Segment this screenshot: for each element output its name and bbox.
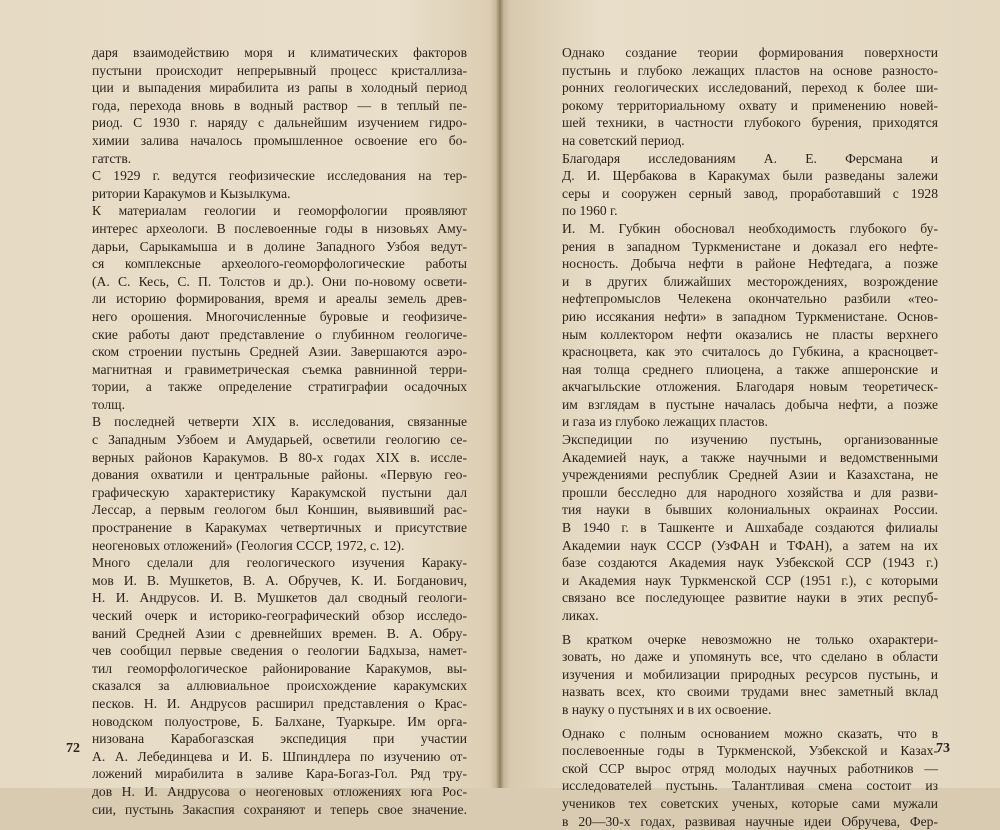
text-line: магнитная и гравиметрическая съемка равнинной терри- — [92, 361, 467, 377]
paragraph — [538, 725, 938, 830]
text-line: Академией наук, а также научными и ведомственными — [562, 449, 938, 465]
text-line: дов Н. И. Андрусова о неогеновых отложениях юга Рос- — [92, 783, 467, 799]
text-line: мов И. В. Мушкетов, В. А. Обручев, К. И. Богданович, — [92, 572, 467, 588]
text-line: и в других ближайших месторождениях, возрождение — [562, 273, 938, 289]
text-line: учреждениями республик Средней Азии и Казахстана, не — [562, 467, 938, 483]
text-line: В кратком очерке невозможно не только охарактери- — [562, 631, 938, 647]
text-line: рокому территориальному охвату и применению новей- — [562, 97, 938, 113]
text-line: А. А. Лебединцева и И. Б. Шпиндлера по изучению от- — [92, 748, 467, 764]
text-line: пространение в Каракумах четвертичных и присутствие — [92, 520, 467, 536]
text-line: связано все последующее развитие науки в этих респуб- — [562, 590, 938, 606]
text-line: серы и сооружен серный завод, проработавший с 1928 — [562, 185, 938, 201]
text-line: низована Карабогазская экспедиция при участии — [92, 731, 467, 747]
text-line: исследователей пустынь. Талантливая смена состоит из — [562, 778, 938, 794]
text-line: ском строении пустынь Средней Азии. Завершаются аэро- — [92, 344, 467, 360]
text-line: в науку о пустынях и в их освоение. — [562, 701, 772, 717]
right-page-text — [538, 44, 938, 830]
text-line: Д. И. Щербакова в Каракумах были разведаны залежи — [562, 168, 938, 184]
book-gutter — [496, 0, 504, 788]
text-line: в 20—30-х годах, развивая научные идеи Обручева, Фер- — [562, 813, 938, 829]
text-line: пустынь и глубоко лежащих пластов на основе разносто- — [562, 62, 938, 78]
page-number-right: 73 — [936, 741, 950, 756]
text-line: Однако создание теории формирования поверхности — [562, 45, 938, 60]
text-line: И. М. Губкин обосновал необходимость глубокого бу- — [562, 220, 938, 236]
text-line: и газа из глубоко лежащих пластов. — [562, 414, 768, 430]
text-line: базе создаются Академия наук Узбекской ССР (1943 г.) — [562, 555, 938, 571]
text-line: нефтепромыслов Челекена окончательно разбили «тео- — [562, 291, 938, 307]
text-line: им взглядам в пустыне началась добыча нефти, а позже — [562, 396, 938, 412]
text-line: Экспедиции по изучению пустынь, организованные — [562, 432, 938, 448]
text-line: шей техники, в частности глубокого бурения, приходятся — [562, 115, 938, 131]
text-line: на советский период. — [562, 132, 685, 148]
paragraph — [68, 413, 467, 554]
page-number-left: 72 — [66, 741, 80, 756]
text-line: песков. Н. И. Андрусов расширил представления о Крас- — [92, 695, 467, 711]
text-line: учеников тех советских ученых, которые сами мужали — [562, 795, 938, 811]
text-line: рения в западном Туркменистане и доказал его нефте- — [562, 238, 938, 254]
text-line: ная толща среднего плиоцена, а также апшеронские и — [562, 361, 938, 377]
text-line: года, перехода вновь в водный раствор — в теплый пе- — [92, 97, 467, 113]
text-line: ритории Каракумов и Кызылкума. — [92, 185, 291, 201]
paragraph — [538, 150, 938, 220]
text-line: Н. И. Андрусов. И. В. Мушкетов дал сводный геологи- — [92, 590, 467, 606]
text-line: В 1940 г. в Ташкенте и Ашхабаде создаются филиалы — [562, 520, 938, 536]
left-page-text — [68, 44, 467, 818]
text-line: и Академия наук Туркменской ССР (1951 г.), с которыми — [562, 572, 938, 588]
right-page — [504, 0, 1000, 829]
text-line: ли историю формирования, время и ареалы земель древ- — [92, 291, 467, 307]
text-line: ложений мирабилита в заливе Кара-Богаз-Гол. Ряд тру- — [92, 766, 467, 782]
text-line: тории, а также определение стратиграфии осадочных — [92, 379, 467, 395]
text-line: дования охватили и центральные районы. «Первую гео- — [92, 467, 467, 483]
text-line: ронних геологических исследований, переход к более ши- — [562, 80, 938, 96]
text-line: зовать, но даже и упомянуть все, что сделано в области — [562, 649, 938, 665]
text-line: него орошения. Многочисленные буровые и геофизиче- — [92, 308, 467, 324]
paragraph — [68, 167, 467, 202]
text-line: красноцвета, как это считалось до Губкина, а красноцвет- — [562, 344, 938, 360]
text-line: сказался за аллювиальное происхождение каракумских — [92, 678, 467, 694]
text-line: ции и выпадения мирабилита из рапы в холодный период — [92, 80, 467, 96]
text-line: новодском полуострове, Б. Балхане, Туаркыре. Им орга- — [92, 713, 467, 729]
text-line: прошли бесследно для народного хозяйства и для разви- — [562, 484, 938, 500]
text-line: неогеновых отложений» (Геология СССР, 1972, с. 12). — [92, 537, 405, 553]
text-line: послевоенные годы в Туркменской, Узбекской и Казах- — [562, 743, 938, 759]
text-line: С 1929 г. ведутся геофизические исследования на тер- — [92, 168, 467, 184]
text-line: по 1960 г. — [562, 203, 618, 219]
paragraph — [68, 44, 467, 167]
text-line: В последней четверти XIX в. исследования, связанные — [92, 414, 467, 430]
paragraph — [538, 431, 938, 625]
text-line: Благодаря исследованиям А. Е. Ферсмана и — [562, 150, 938, 166]
text-line: ным коллектором нефти оказались не пласты верхнего — [562, 326, 938, 342]
text-line: химии залива началось промышленное освоение его бо- — [92, 132, 467, 148]
text-line: толщ. — [92, 396, 126, 412]
text-line: риод. С 1930 г. наряду с дальнейшим изучением гидро- — [92, 115, 467, 131]
text-line: ской ССР вырос отряд молодых научных работников — — [562, 760, 938, 776]
text-line: назвать всех, кто своими трудами внес заметный вклад — [562, 684, 938, 700]
text-line: акчагыльские отложения. Благодаря новым теоретическ- — [562, 379, 938, 395]
paragraph — [538, 631, 938, 719]
text-line: носность. Добыча нефти в районе Нефтедага, а позже — [562, 256, 938, 272]
text-line: К материалам геологии и геоморфологии проявляют — [92, 203, 467, 219]
text-line: пустыни происходит непрерывный процесс кристаллиза- — [92, 62, 467, 78]
text-line: (А. С. Кесь, С. П. Толстов и др.). Они по-новому освети- — [92, 273, 467, 289]
text-line: интерес археологи. В послевоенные годы в низовьях Аму- — [92, 220, 467, 236]
text-line: чев сообщил первые сведения о геологии Бадхыза, намет- — [92, 643, 467, 659]
text-line: с Западным Узбоем и Амударьей, осветили геологию се- — [92, 432, 467, 448]
text-line: рию иссякания нефти» в западном Туркменистане. Основ- — [562, 308, 938, 324]
text-line: верных районов Каракумов. В 80-х годах XIX в. иссле- — [92, 449, 467, 465]
paragraph — [68, 202, 467, 413]
text-line: сии, пустынь Закаспия сохраняют и теперь свое значение. — [92, 801, 467, 817]
paragraph — [538, 44, 938, 150]
text-line: гатств. — [92, 150, 132, 166]
left-page — [0, 0, 496, 817]
text-line: тия науки в бывших колониальных окраинах России. — [562, 502, 938, 518]
text-line: Однако с полным основанием можно сказать, что в — [562, 725, 938, 741]
text-line: тил геоморфологическое районирование Каракумов, вы- — [92, 660, 467, 676]
text-line: ские работы дают представление о глубинном геологиче- — [92, 326, 467, 342]
text-line: даря взаимодействию моря и климатических факторов — [92, 45, 467, 60]
text-line: изучения и мобилизации природных ресурсов пустынь, и — [562, 666, 938, 682]
text-line: Много сделали для геологического изучения Караку- — [92, 555, 467, 571]
paragraph — [538, 220, 938, 431]
text-line: Лессар, а первым геологом был Коншин, выявивший рас- — [92, 502, 467, 518]
text-line: ваний Средней Азии с древнейших времен. В. А. Обру- — [92, 625, 467, 641]
text-line: ликах. — [562, 608, 599, 623]
text-line: Академии наук СССР (УзФАН и ТФАН), а затем на их — [562, 537, 938, 553]
text-line: графическую характеристику Каракумской пустыни дал — [92, 484, 467, 500]
paragraph — [68, 554, 467, 818]
text-line: ческий очерк и историко-географический обзор исследо- — [92, 608, 467, 623]
text-line: дарьи, Сарыкамыша и в долине Западного Узбоя ведут- — [92, 238, 467, 254]
text-line: ся комплексные археолого-геоморфологические работы — [92, 256, 467, 272]
